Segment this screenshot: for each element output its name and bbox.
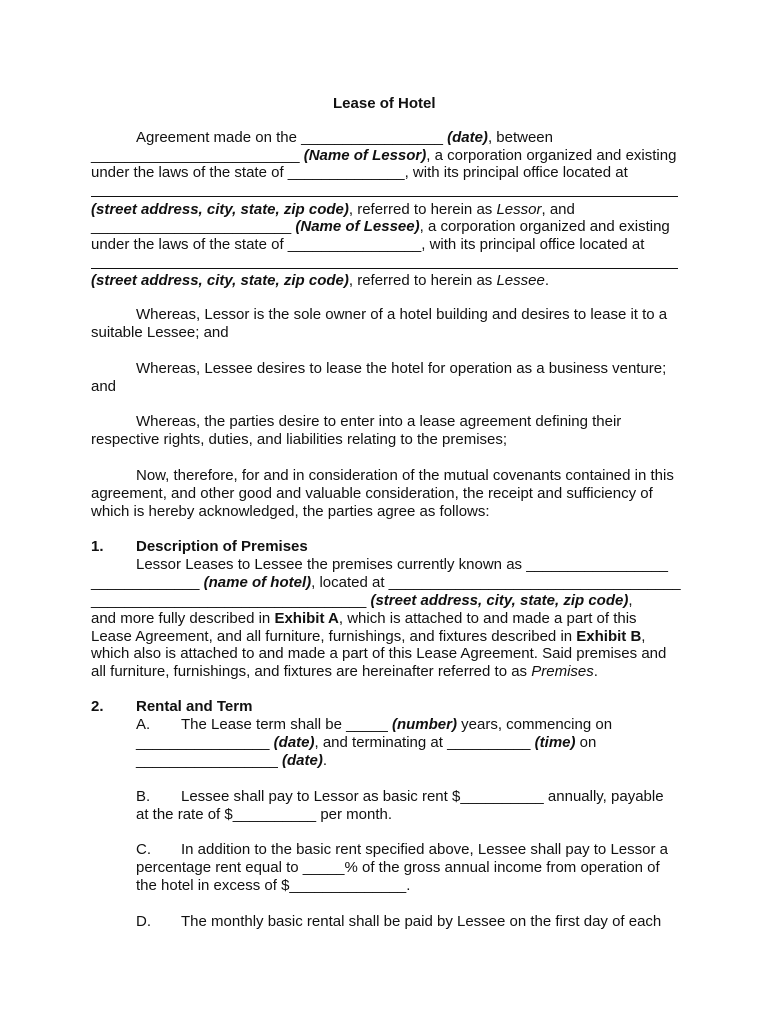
address-label: (street address, city, state, zip code) bbox=[91, 201, 349, 218]
section-2-heading: Rental and Term bbox=[136, 698, 253, 715]
whereas-2-line-1: Whereas, Lessee desires to lease the hotel for operation as a business venture; bbox=[136, 360, 667, 377]
now-therefore-line-2: agreement, and other good and valuable consideration, the receipt and sufficiency of bbox=[91, 485, 653, 502]
section-1-line-3 bbox=[91, 592, 633, 610]
clause-b-line-1: Lessee shall pay to Lessor as basic rent $__________ annually, payable bbox=[181, 788, 664, 805]
clause-a-line-2 bbox=[136, 734, 596, 752]
section-1-number: 1. bbox=[91, 538, 104, 555]
number-label: (number) bbox=[391, 716, 457, 733]
section-2-number: 2. bbox=[91, 698, 104, 715]
clause-c-line-3: the hotel in excess of $______________. bbox=[136, 877, 411, 894]
text: , which is attached to and made a part of this bbox=[338, 610, 637, 627]
date-label: (date) bbox=[282, 752, 323, 769]
text: years, commencing on bbox=[456, 716, 613, 733]
text: . bbox=[544, 272, 549, 289]
clause-d-label: D. bbox=[136, 913, 151, 930]
time-label: (time) bbox=[534, 734, 576, 751]
text: The Lease term shall be _____ bbox=[181, 716, 392, 733]
text: . bbox=[322, 752, 328, 769]
section-1-line-7 bbox=[91, 663, 598, 681]
intro-line-3: under the laws of the state of ______________, with its principal office located at bbox=[91, 164, 628, 181]
whereas-3-line-2: respective rights, duties, and liabilities relating to the premises; bbox=[91, 431, 508, 448]
intro-line-7: under the laws of the state of ________________, with its principal office located at bbox=[91, 236, 645, 253]
intro-line-2 bbox=[91, 147, 676, 165]
date-label: (date) bbox=[273, 734, 315, 751]
clause-b-line-2: at the rate of $__________ per month. bbox=[136, 806, 393, 823]
whereas-3-line-1: Whereas, the parties desire to enter into a lease agreement defining their bbox=[136, 413, 622, 430]
whereas-1-line-2: suitable Lessee; and bbox=[91, 324, 229, 341]
date-label: (date) bbox=[447, 129, 488, 146]
clause-c-line-1: In addition to the basic rent specified above, Lessee shall pay to Lessor a bbox=[181, 841, 668, 858]
intro-line-6 bbox=[91, 218, 670, 236]
text: on bbox=[575, 734, 597, 751]
document-title: Lease of Hotel bbox=[333, 95, 436, 112]
clause-a-line-1 bbox=[181, 716, 612, 734]
exhibit-a-ref: Exhibit A bbox=[274, 610, 339, 627]
section-1-line-1: Lessor Leases to Lessee the premises currently known as _________________ bbox=[136, 556, 669, 573]
text: Lease Agreement, and all furniture, furnishings, and fixtures described in bbox=[91, 628, 577, 645]
section-1-line-4 bbox=[91, 610, 637, 628]
text: , bbox=[628, 592, 633, 609]
clause-a-line-3 bbox=[136, 752, 327, 770]
text: , referred to herein as bbox=[348, 201, 497, 218]
text: _________________________________ bbox=[91, 592, 371, 609]
clause-d-line-1: The monthly basic rental shall be paid by Lessee on the first day of each bbox=[181, 913, 662, 930]
text: _________________ bbox=[136, 752, 282, 769]
section-1-line-5 bbox=[91, 628, 645, 646]
clause-c-line-2: percentage rent equal to _____% of the gross annual income from operation of bbox=[136, 859, 660, 876]
section-1-line-6: which also is attached to and made a part of this Lease Agreement. Said premises and bbox=[91, 645, 667, 662]
hotel-name-label: (name of hotel) bbox=[203, 574, 312, 591]
text: ________________________ bbox=[91, 218, 296, 235]
intro-line-5 bbox=[91, 201, 575, 219]
text: Agreement made on the _________________ bbox=[136, 129, 448, 146]
lessor-name-label: (Name of Lessor) bbox=[303, 147, 427, 164]
blank-line bbox=[91, 268, 678, 269]
clause-b-label: B. bbox=[136, 788, 151, 805]
address-label: (street address, city, state, zip code) bbox=[91, 272, 349, 289]
lessor-term: Lessor bbox=[496, 201, 542, 218]
text: . bbox=[593, 663, 598, 680]
text: , referred to herein as bbox=[348, 272, 497, 289]
text: , bbox=[641, 628, 646, 645]
intro-line-1 bbox=[136, 129, 553, 147]
whereas-2-line-2: and bbox=[91, 378, 117, 395]
text: and more fully described in bbox=[91, 610, 275, 627]
text: , and bbox=[541, 201, 575, 218]
section-1-line-2 bbox=[91, 574, 681, 592]
clause-c-label: C. bbox=[136, 841, 151, 858]
text: , located at ___________________________________ bbox=[311, 574, 681, 591]
clause-a-label: A. bbox=[136, 716, 151, 733]
text: , between bbox=[487, 129, 553, 146]
text: _________________________ bbox=[91, 147, 304, 164]
text: all furniture, furnishings, and fixtures are hereinafter referred to as bbox=[91, 663, 532, 680]
whereas-1-line-1: Whereas, Lessor is the sole owner of a hotel building and desires to lease it to a bbox=[136, 306, 668, 323]
exhibit-b-ref: Exhibit B bbox=[576, 628, 642, 645]
premises-term: Premises bbox=[531, 663, 594, 680]
text: , a corporation organized and existing bbox=[419, 218, 670, 235]
lessee-name-label: (Name of Lessee) bbox=[295, 218, 420, 235]
now-therefore-line-3: which is hereby acknowledged, the parties agree as follows: bbox=[91, 503, 490, 520]
now-therefore-line-1: Now, therefore, for and in consideration of the mutual covenants contained in this bbox=[136, 467, 674, 484]
section-1-heading: Description of Premises bbox=[136, 538, 308, 555]
text: ________________ bbox=[136, 734, 274, 751]
text: , a corporation organized and existing bbox=[426, 147, 677, 164]
text: _____________ bbox=[91, 574, 204, 591]
lessee-term: Lessee bbox=[496, 272, 545, 289]
blank-line bbox=[91, 196, 678, 197]
text: , and terminating at __________ bbox=[314, 734, 535, 751]
intro-line-9 bbox=[91, 272, 549, 290]
address-label: (street address, city, state, zip code) bbox=[370, 592, 629, 609]
